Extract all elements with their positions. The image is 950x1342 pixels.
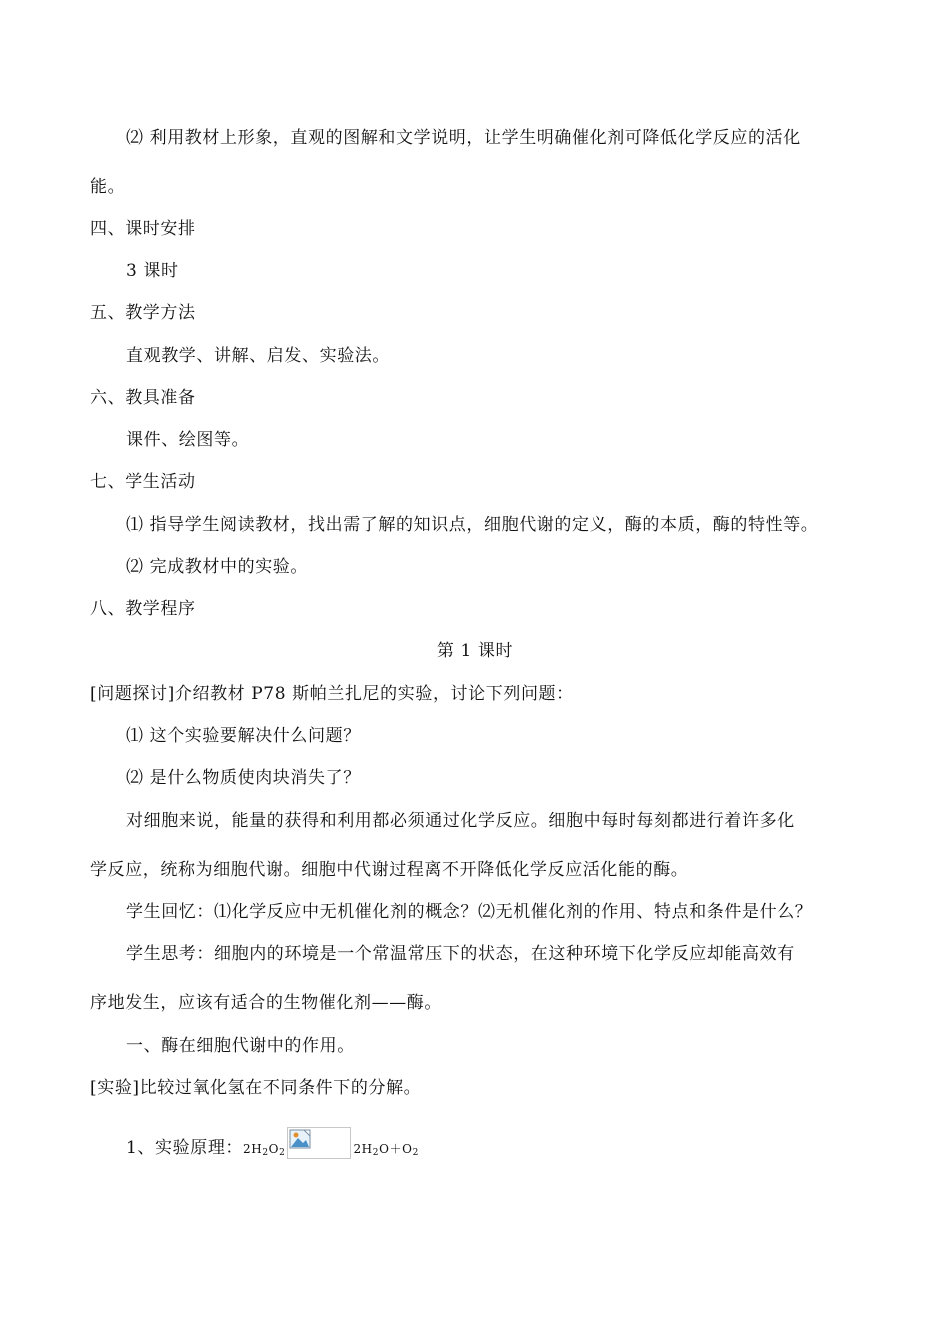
heading-lesson-1: 第 1 课时	[436, 641, 514, 661]
text-question-1: ⑴ 这个实验要解决什么问题？	[126, 726, 361, 746]
paragraph-student-thinking-cont: 序地发生，应该有适合的生物催化剂——酶。	[90, 993, 442, 1013]
broken-image-icon	[287, 1127, 351, 1159]
paragraph-student-thinking: 学生思考：细胞内的环境是一个常温常压下的状态，在这种环境下化学反应却能高效有	[126, 944, 795, 964]
heading-student-activity: 七、学生活动	[90, 472, 196, 492]
heading-procedure: 八、教学程序	[90, 599, 196, 619]
equation-rhs: $2H_2O+O_2$	[353, 1142, 419, 1158]
text-class-hours: 3 课时	[126, 261, 179, 281]
equation-lhs: $2H_2O_2$	[243, 1142, 286, 1158]
paragraph-objective-2: ⑵ 利用教材上形象，直观的图解和文学说明，让学生明确催化剂可降低化学反应的活化	[126, 128, 801, 148]
text-problem-discussion: [问题探讨]介绍教材 P78 斯帕兰扎尼的实验，讨论下列问题：	[90, 684, 574, 704]
text-activity-2: ⑵ 完成教材中的实验。	[126, 557, 309, 577]
heading-enzyme-role: 一、酶在细胞代谢中的作用。	[126, 1036, 355, 1056]
paragraph-metabolism-cont: 学反应，统称为细胞代谢。细胞中代谢过程离不开降低化学反应活化能的酶。	[90, 860, 689, 880]
text-student-recall: 学生回忆：⑴化学反应中无机催化剂的概念？⑵无机催化剂的作用、特点和条件是什么？	[126, 902, 813, 922]
text-materials: 课件、绘图等。	[126, 430, 250, 450]
heading-materials: 六、教具准备	[90, 388, 196, 408]
text-activity-1: ⑴ 指导学生阅读教材，找出需了解的知识点，细胞代谢的定义，酶的本质，酶的特性等。	[126, 515, 819, 535]
text-experiment: [实验]比较过氧化氢在不同条件下的分解。	[90, 1078, 422, 1098]
heading-teaching-method: 五、教学方法	[90, 303, 196, 323]
equation-line	[126, 1127, 419, 1164]
text-teaching-method: 直观教学、讲解、启发、实验法。	[126, 346, 390, 366]
heading-schedule: 四、课时安排	[90, 219, 196, 239]
equation-label: 1、实验原理：	[126, 1138, 244, 1158]
paragraph-metabolism: 对细胞来说，能量的获得和利用都必须通过化学反应。细胞中每时每刻都进行着许多化	[126, 811, 795, 831]
text-question-2: ⑵ 是什么物质使肉块消失了？	[126, 768, 361, 788]
paragraph-objective-2-cont: 能。	[90, 177, 126, 197]
